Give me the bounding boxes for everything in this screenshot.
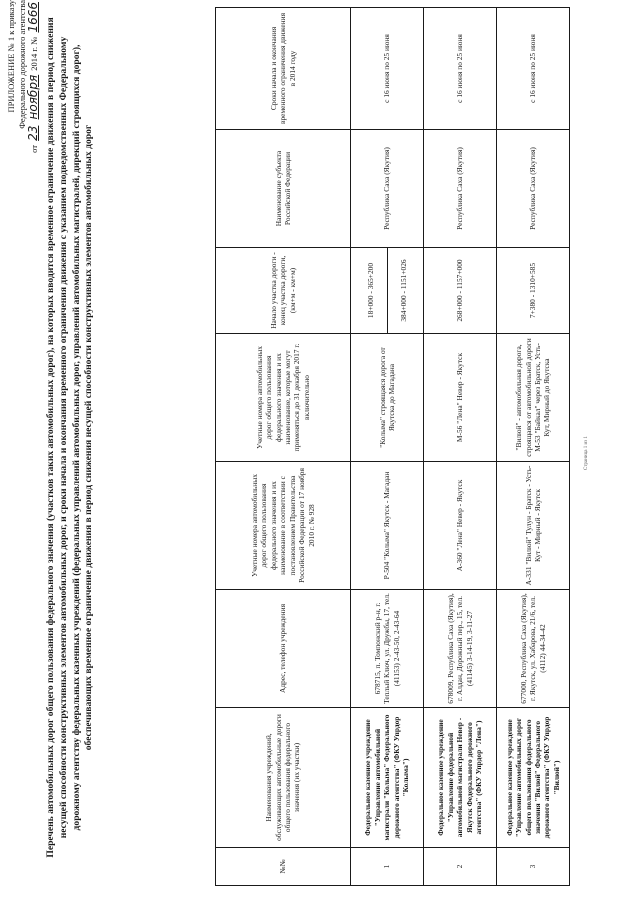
header-section: Начало участка дороги - конец участка дороги, (км+м - км+м) [216,248,351,334]
cell-num: 2 [424,848,497,886]
cell-section [351,248,424,334]
table-header-row [216,8,351,886]
cell-address: 678009, Республика Саха (Якутия), г. Алдан, Дорожный пер., 15, тел. (41145) 3-14-19, 3-11-27 [424,590,497,708]
cell-dates: с 16 июня по 25 июня [424,8,497,130]
cell-region: Республика Саха (Якутия) [424,130,497,248]
table-row [497,8,570,886]
date-month: ноября [26,74,40,120]
order-number: 1666 [26,2,40,33]
cell-road-number-2010: А-360 "Лена" Невер - Якутск [424,462,497,590]
date-year: 2014 г. № [29,36,39,71]
page-mark: Страница 1 из 1 [584,436,589,470]
cell-num: 1 [351,848,424,886]
header-road-number-2010: Учетные номера автомобильных дорог общего пользования федерального значения и их наименование в соответствии с постановлением Правительства Российской Федерации от 17 ноября 2010 г. № 928 [216,462,351,590]
cell-road-number-2010: А-331 "Вилюй" Тулун - Братск - Усть-Кут - Мирный - Якутск [497,462,570,590]
cell-region: Республика Саха (Якутия) [497,130,570,248]
cell-institution: Федеральное казенное учреждение "Управление федеральной автомобильной магистрали Невер - Якутск Федерального дорожного агентства" (ФКУ Упрдор "Лена") [424,708,497,848]
header-num: №№ [216,848,351,886]
cell-address: 677000, Республика Саха (Якутия), г. Якутск, ул. Хабарова, 21/6, тел. (4112) 44-34-42 [497,590,570,708]
cell-dates: с 16 июня по 25 июня [351,8,424,130]
date-prefix: от [29,145,39,153]
cell-institution: Федеральное казенное учреждение "Управление автомобильных дорог общего пользования федерального значения "Вилюй" Федерального дорожного агентства" (ФКУ Упрдор "Вилюй") [497,708,570,848]
header-dates: Сроки начала и окончания временного ограничения движения в 2014 году [216,8,351,130]
table-row [424,8,497,886]
appendix-date-line [28,0,40,340]
table-row [351,8,424,886]
header-region: Наименование субъекта Российской Федерации [216,130,351,248]
cell-institution: Федеральное казенное учреждение "Управление автомобильной магистрали "Колыма" Федерального дорожного агентства" (ФКУ Упрдор "Колыма") [351,708,424,848]
document-title: Перечень автомобильных дорог общего пользования федерального значения (участков таких автомобильных дорог), на которых вводится временное ограничение движения в период снижения несущей способности конструктивных элементов автомобильных дорог, и сроки начала и окончания временного ограничения движения с указанием подведомственных Федеральному дорожному агентству федеральных казенных учреждений (федеральных управлений автомобильных дорог, управлений автомобильных магистралей, дирекций строящихся дорог), обеспечивающих временное ограничение движения в период снижения несущей способности конструктивных элементов автомобильных дорог [45,17,95,858]
cell-road-number-2010: Р-504 "Колыма" Якутск - Магадан [351,462,424,590]
date-day: 23 [26,125,40,141]
cell-road-number-2017: "Вилюй" - автомобильная дорога, строящаяся от автомобильной дороги М-53 "Байкал" через Братск, Усть-Кут, Мирный до Якутска [497,334,570,462]
appendix-header [6,0,40,340]
cell-section-b: 384+000 - 1151+026 [399,259,409,322]
cell-num: 3 [497,848,570,886]
header-road-number-2017: Учетные номера автомобильных дорог общего пользования федерального значения и их наименование, которые могут применяться до 31 декабря 2017 г. включительно [216,334,351,462]
cell-dates: с 16 июня по 25 июня [497,8,570,130]
cell-section: 268+000 - 1157+000 [424,248,497,334]
cell-address: 678715, п. Томпонский р-н, г. Теплый Ключ, ул. Дружбы, 17, тел. (41153) 2-43-50, 2-43-64 [351,590,424,708]
header-institution: Наименования учреждений, обслуживающих автомобильные дороги общего пользования федерального значения (их участки) [216,708,351,848]
cell-road-number-2017: "Колыма" строящаяся дорога от Якутска до Магадана [351,334,424,462]
appendix-line-1: ПРИЛОЖЕНИЕ № 1 к приказу [6,0,16,113]
roads-table [215,7,570,886]
cell-road-number-2017: М-56 "Лена" Невер - Якутск [424,334,497,462]
header-address: Адрес, телефон учреждения [216,590,351,708]
cell-region: Республика Саха (Якутия) [351,130,424,248]
cell-section-a: 18+000 - 365+200 [354,248,388,333]
appendix-line-2: Федерального дорожного агентства [17,0,27,129]
cell-section: 7+380 - 1310+585 [497,248,570,334]
